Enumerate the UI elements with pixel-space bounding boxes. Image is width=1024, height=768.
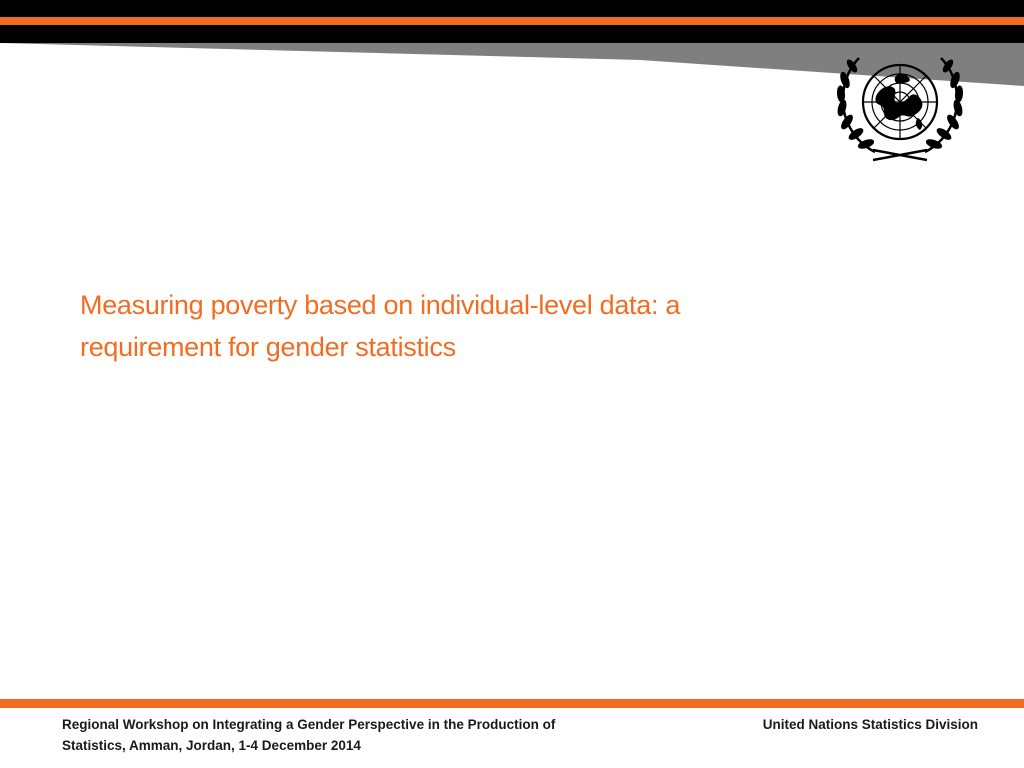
slide-title-line-2: requirement for gender statistics bbox=[80, 332, 456, 362]
branch-stems-cross bbox=[873, 150, 927, 160]
footer-event-info bbox=[62, 714, 632, 756]
footer-orange-bar bbox=[0, 699, 1024, 708]
banner-black-top bbox=[0, 0, 1024, 17]
footer-event-line-1: Regional Workshop on Integrating a Gender Perspective in the Production of bbox=[62, 717, 556, 732]
slide-title-line-1: Measuring poverty based on individual-level data: a bbox=[80, 290, 681, 320]
olive-branch-right bbox=[925, 58, 963, 152]
un-emblem-icon bbox=[835, 50, 965, 162]
banner-black-bottom bbox=[0, 25, 1024, 43]
slide-title bbox=[80, 284, 860, 368]
olive-branch-left bbox=[837, 58, 875, 152]
banner-orange-stripe bbox=[0, 17, 1024, 25]
footer-organization: United Nations Statistics Division bbox=[762, 717, 978, 732]
footer-event-line-2: Statistics, Amman, Jordan, 1-4 December 2014 bbox=[62, 738, 361, 753]
